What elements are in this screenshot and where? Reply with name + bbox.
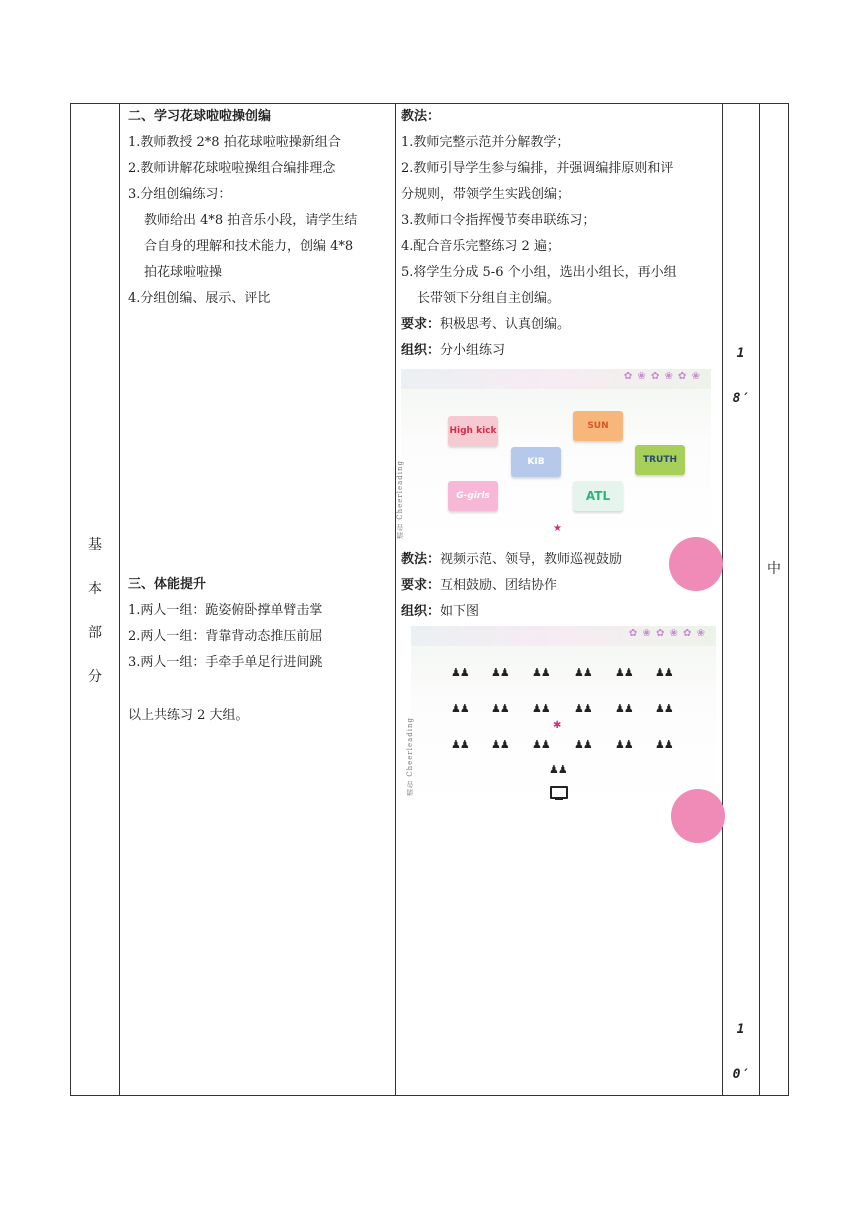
intensity-cell: [759, 104, 789, 1095]
student-pair-icon: ♟♟: [451, 702, 469, 715]
organization-text: 分小组练习: [440, 343, 506, 358]
student-pair-icon: ♟♟: [574, 702, 592, 715]
formation-image: [406, 626, 716, 804]
part3-title: 三、体能提升: [128, 577, 207, 592]
method-item: 分规则，带领学生实践创编；: [401, 187, 571, 202]
section-label-char: 分: [88, 669, 102, 685]
student-pair-icon: ♟♟: [451, 738, 469, 751]
part3-note: 以上共练习 2 大组。: [128, 708, 249, 723]
team-tile: TRUTH: [635, 445, 685, 475]
time-value: 1: [736, 346, 745, 361]
screen-icon: [550, 786, 568, 799]
student-pair-icon: ♟♟: [491, 738, 509, 751]
group-practice-image: [396, 369, 711, 546]
requirement-text: 互相鼓励、团结协作: [440, 578, 558, 593]
requirement-label: 要求：: [401, 578, 441, 593]
method-item: 2.教师引导学生参与编排，并强调编排原则和评: [401, 161, 674, 176]
team-tile: G-girls: [448, 481, 498, 511]
section-label-char: 基: [88, 537, 102, 553]
lesson-table: [70, 103, 789, 1096]
method-item: 5.将学生分成 5-6 个小组，选出小组长，再小组: [401, 265, 677, 280]
method-cell: [396, 104, 719, 1095]
organization-label: 组织：: [401, 343, 441, 358]
image-side-label: 请告 Cheerleading: [396, 460, 404, 539]
method-item: 1.教师完整示范并分解教学；: [401, 135, 570, 150]
part2-item: 合自身的理解和技术能力，创编 4*8: [144, 239, 354, 254]
part2-item: 1.教师教授 2*8 拍花球啦啦操新组合: [128, 135, 341, 150]
method-item: 4.配合音乐完整练习 2 遍；: [401, 239, 560, 254]
student-pair-icon: ♟♟: [532, 702, 550, 715]
part3-item: 3.两人一组：手牵手单足行进间跳: [128, 655, 323, 670]
time-value: 0′: [732, 1067, 749, 1082]
content-cell: [128, 104, 390, 1095]
part2-item: 3.分组创编练习：: [128, 187, 232, 202]
col-divider: [395, 104, 396, 1095]
team-tile: High kick: [448, 416, 498, 446]
requirement-text: 积极思考、认真创编。: [440, 317, 571, 332]
part2-item: 2.教师讲解花球啦啦操组合编排理念: [128, 161, 336, 176]
time-value: 8′: [732, 391, 749, 406]
method-item: 3.教师口令指挥慢节奏串联练习；: [401, 213, 596, 228]
team-tile: KIB: [511, 447, 561, 477]
star-icon: ✱: [553, 720, 562, 731]
butterfly-decoration: ✿ ❀ ✿ ❀ ✿ ❀: [623, 371, 701, 382]
image-side-label: 请告 Cheerleading: [406, 717, 414, 796]
organization-label: 组织：: [401, 604, 441, 619]
section-label-char: 本: [88, 581, 102, 597]
part2-item: 4.分组创编、展示、评比: [128, 291, 271, 306]
organization-text: 如下图: [440, 604, 480, 619]
student-pair-icon: ♟♟: [655, 666, 673, 679]
requirement-label: 要求：: [401, 317, 441, 332]
intensity-value: 中: [767, 561, 781, 577]
part3-item: 2.两人一组：背靠背动态推压前屈: [128, 629, 323, 644]
part3-item: 1.两人一组：跪姿俯卧撑单臂击掌: [128, 603, 323, 618]
time-cell: [722, 104, 759, 1095]
method-title: 教法：: [401, 552, 441, 567]
section-label-cell: [71, 104, 119, 1095]
student-pair-icon: ♟♟: [615, 738, 633, 751]
star-icon: ★: [553, 523, 562, 534]
pink-arc-decoration: [671, 789, 725, 843]
student-pair-icon: ♟♟: [532, 738, 550, 751]
method-text: 视频示范、领导，教师巡视鼓励: [440, 552, 623, 567]
method-item: 长带领下分组自主创编。: [417, 291, 561, 306]
part2-title: 二、学习花球啦啦操创编: [128, 109, 272, 124]
student-pair-icon: ♟♟: [655, 702, 673, 715]
team-tile: ATL: [573, 481, 623, 511]
student-pair-icon: ♟♟: [615, 702, 633, 715]
student-pair-icon: ♟♟: [491, 666, 509, 679]
method-title: 教法：: [401, 109, 441, 124]
butterfly-decoration: ✿ ❀ ✿ ❀ ✿ ❀: [628, 628, 706, 639]
student-pair-icon: ♟♟: [574, 738, 592, 751]
col-divider: [119, 104, 120, 1095]
student-pair-icon: ♟♟: [491, 702, 509, 715]
section-label-char: 部: [88, 625, 102, 641]
pink-arc-decoration: [669, 537, 723, 591]
student-pair-icon: ♟♟: [615, 666, 633, 679]
student-pair-icon: ♟♟: [451, 666, 469, 679]
teacher-icon: ♟♟: [549, 763, 567, 776]
student-pair-icon: ♟♟: [532, 666, 550, 679]
time-value: 1: [736, 1022, 745, 1037]
part2-item: 教师给出 4*8 拍音乐小段，请学生结: [144, 213, 358, 228]
team-tile: SUN: [573, 411, 623, 441]
part2-item: 拍花球啦啦操: [144, 265, 223, 280]
student-pair-icon: ♟♟: [574, 666, 592, 679]
student-pair-icon: ♟♟: [655, 738, 673, 751]
